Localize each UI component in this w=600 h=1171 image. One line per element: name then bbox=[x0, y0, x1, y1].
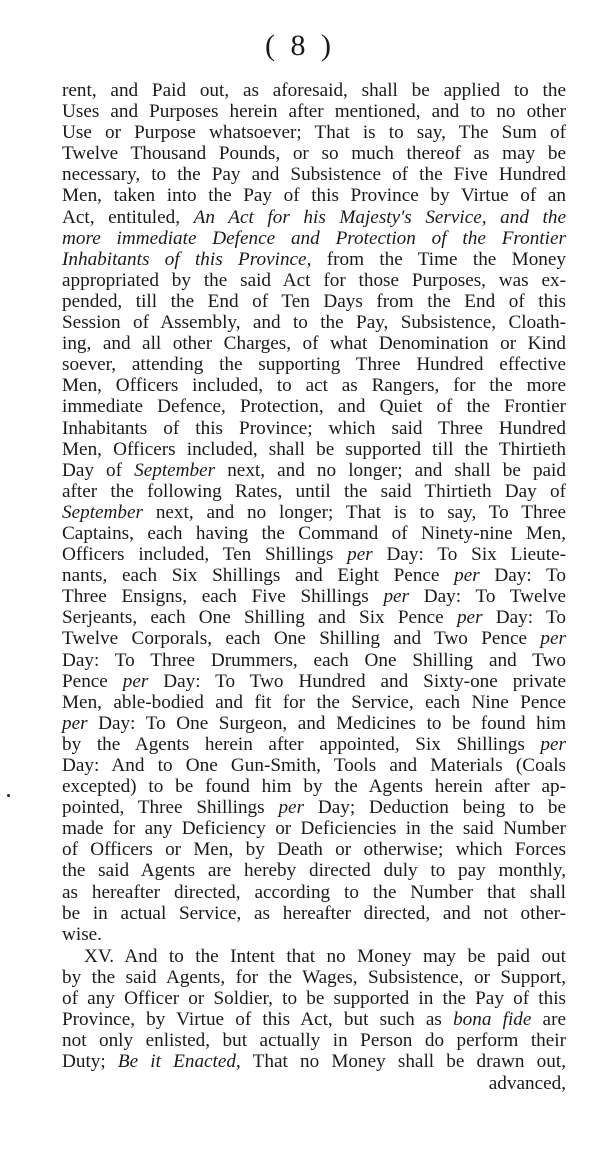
text-line bbox=[62, 228, 566, 249]
italic-text: per bbox=[122, 670, 149, 692]
catchword: advanced, bbox=[488, 1072, 566, 1094]
text-run: Session of Assembly, and to the Pay, Subsistence, Cloath- bbox=[62, 312, 566, 334]
text-run: Captains, each having the Command of Ninety-nine Men, bbox=[62, 522, 566, 544]
text-line bbox=[62, 439, 566, 460]
italic-text: per bbox=[540, 733, 566, 755]
text-run: Pence bbox=[62, 670, 123, 692]
text-run: Duty; bbox=[62, 1051, 118, 1073]
text-run: excepted) to be found him by the Agents herein after ap- bbox=[62, 776, 566, 798]
text-run: Men, able-bodied and fit for the Service, each Nine Pence bbox=[62, 691, 566, 713]
text-run: Day; Deduction being to be bbox=[304, 797, 567, 819]
italic-text: per bbox=[62, 712, 88, 734]
text-run: Men, Officers included, shall be supported till the Thirtieth bbox=[62, 438, 566, 460]
page-number: ( 8 ) bbox=[265, 29, 335, 62]
text-line bbox=[62, 565, 566, 586]
text-line bbox=[62, 671, 566, 692]
text-run: Twelve Thousand Pounds, or so much thereof as may be bbox=[62, 143, 566, 165]
text-run: after the following Rates, until the said Thirtieth Day of bbox=[62, 480, 566, 502]
text-line bbox=[62, 143, 566, 164]
text-line bbox=[62, 481, 566, 502]
text-line bbox=[62, 839, 566, 860]
text-line bbox=[62, 207, 566, 228]
text-line bbox=[62, 502, 566, 523]
text-run: are bbox=[531, 1009, 566, 1031]
text-run: the said Agents are hereby directed duly to pay monthly, bbox=[62, 860, 566, 882]
text-line bbox=[62, 396, 566, 417]
text-run: of Officers or Men, by Death or otherwise; which Forces bbox=[62, 839, 566, 861]
text-line bbox=[62, 586, 566, 607]
text-run: by the said Agents, for the Wages, Subsistence, or Support, bbox=[62, 967, 566, 989]
text-line bbox=[62, 460, 566, 481]
text-run: of any Officer or Soldier, to be supported in the Pay of this bbox=[62, 988, 566, 1010]
text-run: wise. bbox=[62, 923, 102, 945]
text-run: pointed, Three Shillings bbox=[62, 797, 279, 819]
text-run: made for any Deficiency or Deficiencies in the said Number bbox=[62, 818, 566, 840]
text-run: Day: And to One Gun-Smith, Tools and Materials (Coals bbox=[62, 755, 566, 776]
text-line bbox=[62, 523, 566, 544]
text-run: Serjeants, each One Shilling and Six Pence bbox=[62, 607, 457, 629]
text-run: Province, by Virtue of this Act, but such as bbox=[62, 1009, 454, 1031]
text-line bbox=[62, 946, 566, 967]
text-run: Day of bbox=[62, 459, 135, 481]
text-run: next, and no longer; That is to say, To Three bbox=[143, 501, 566, 523]
text-run: Men, taken into the Pay of this Province by Virtue of an bbox=[62, 185, 566, 207]
text-line bbox=[62, 860, 566, 881]
paragraph-section-15 bbox=[62, 946, 566, 1094]
text-run: not only enlisted, but actually in Person do perform their bbox=[62, 1030, 566, 1052]
text-run: Three Ensigns, each Five Shillings bbox=[62, 586, 384, 608]
text-line bbox=[62, 903, 566, 924]
text-run: necessary, to the Pay and Subsistence of the Five Hundred bbox=[62, 164, 566, 186]
text-run: Officers included, Ten Shillings bbox=[62, 544, 348, 566]
text-line bbox=[62, 755, 566, 776]
text-line bbox=[62, 270, 566, 291]
text-run: appropriated by the said Act for those Purposes, was ex- bbox=[62, 269, 566, 291]
text-line bbox=[62, 418, 566, 439]
text-line bbox=[62, 607, 566, 628]
text-run: rent, and Paid out, as aforesaid, shall be applied to the bbox=[62, 80, 566, 101]
text-line bbox=[62, 713, 566, 734]
text-line bbox=[62, 312, 566, 333]
text-run: pended, till the End of Ten Days from the End of this bbox=[62, 290, 566, 312]
text-line bbox=[62, 967, 566, 988]
text-run: Uses and Purposes herein after mentioned, and to no other bbox=[62, 101, 566, 123]
text-line bbox=[62, 692, 566, 713]
italic-text: per bbox=[278, 797, 305, 819]
italic-text: Be it Enacted bbox=[117, 1051, 237, 1073]
italic-text: per bbox=[454, 565, 480, 587]
text-line bbox=[62, 291, 566, 312]
italic-text: September bbox=[62, 501, 143, 523]
text-line bbox=[62, 101, 566, 122]
text-run: , That no Money shall be drawn out, bbox=[236, 1051, 567, 1073]
text-line bbox=[62, 1051, 566, 1072]
text-run: Men, Officers included, to act as Rangers, for the more bbox=[62, 375, 566, 397]
text-line bbox=[62, 776, 566, 797]
text-line bbox=[62, 544, 566, 565]
text-run: Act, entituled, bbox=[62, 206, 194, 228]
text-run: nants, each Six Shillings and Eight Pence bbox=[62, 565, 455, 587]
italic-text: September bbox=[134, 459, 216, 481]
italic-text: per bbox=[540, 628, 566, 650]
text-run: by the Agents herein after appointed, Six Shillings bbox=[62, 733, 541, 755]
text-line bbox=[62, 818, 566, 839]
text-run: Inhabitants of this Province; which said Three Hundred bbox=[62, 417, 566, 439]
text-run: be in actual Service, as hereafter directed, and not other- bbox=[62, 902, 566, 924]
text-run: as hereafter directed, according to the Number that shall bbox=[62, 881, 566, 903]
text-run: soever, attending the supporting Three Hundred effective bbox=[62, 354, 566, 376]
text-line bbox=[62, 734, 566, 755]
text-line bbox=[62, 1009, 566, 1030]
text-line bbox=[62, 354, 566, 375]
text-run: Day: To One Surgeon, and Medicines to be found him bbox=[87, 712, 566, 734]
text-run: Day: To bbox=[479, 565, 566, 587]
text-line bbox=[62, 375, 566, 396]
text-line bbox=[62, 628, 566, 649]
text-line bbox=[62, 185, 566, 206]
italic-text: per bbox=[383, 586, 410, 608]
text-run: immediate Defence, Protection, and Quiet of the Frontier bbox=[62, 396, 566, 418]
italic-text: Inhabitants of this Province bbox=[62, 248, 307, 270]
text-line bbox=[62, 924, 566, 945]
text-run: Use or Purpose whatsoever; That is to say, The Sum of bbox=[62, 122, 566, 144]
text-run: Day: To Six Lieute- bbox=[372, 544, 567, 566]
text-line bbox=[62, 333, 566, 354]
paragraph-section-14-continued bbox=[62, 80, 566, 945]
margin-ink-speck bbox=[7, 794, 10, 797]
text-line bbox=[62, 249, 566, 270]
text-line bbox=[62, 882, 566, 903]
text-line bbox=[62, 1030, 566, 1051]
italic-text: more immediate Defence and Protection of the Frontier bbox=[62, 227, 566, 249]
text-run: Day: To Twelve bbox=[409, 586, 566, 608]
text-line bbox=[62, 80, 566, 101]
text-run: Twelve Corporals, each One Shilling and Two Pence bbox=[62, 628, 541, 650]
text-line bbox=[62, 164, 566, 185]
italic-text: bona fide bbox=[453, 1009, 532, 1031]
text-run: Day: To Two Hundred and Sixty-one private bbox=[148, 670, 566, 692]
text-run: Day: To Three Drummers, each One Shilling and Two bbox=[62, 649, 566, 671]
italic-text: per bbox=[456, 607, 483, 629]
text-run: ing, and all other Charges, of what Denomination or Kind bbox=[62, 333, 566, 355]
text-run: , from the Time the Money bbox=[306, 248, 566, 270]
text-line bbox=[62, 797, 566, 818]
text-run: next, and no longer; and shall be paid bbox=[215, 459, 566, 481]
italic-text: per bbox=[347, 544, 373, 566]
text-line bbox=[62, 122, 566, 143]
text-line bbox=[62, 988, 566, 1009]
text-line bbox=[62, 650, 566, 671]
italic-text: An Act for his Majesty's Service, and the bbox=[193, 206, 567, 228]
text-run: Day: To bbox=[482, 607, 566, 629]
text-run: XV. And to the Intent that no Money may be paid out bbox=[84, 946, 566, 967]
